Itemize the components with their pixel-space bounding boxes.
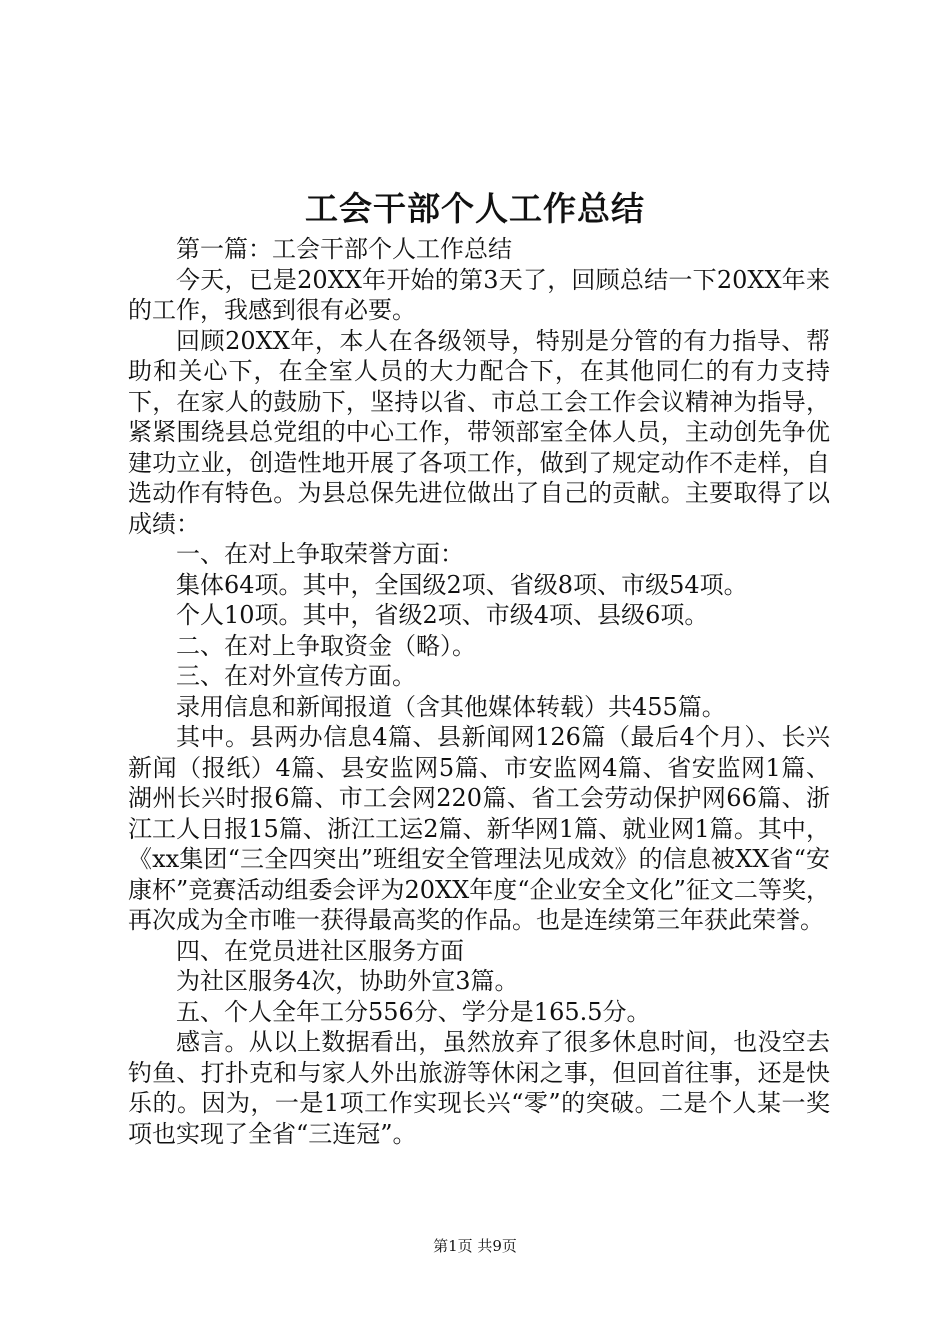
- paragraph-section-heading: 第一篇：工会干部个人工作总结: [176, 235, 512, 263]
- paragraph-heading: 一、在对上争取荣誉方面：: [176, 540, 464, 568]
- paragraph: 感言。从以上数据看出，虽然放弃了很多休息时间，也没空去钓鱼、打扑克和与家人外出旅游等休闲之事，但回首往事，还是快乐的。因为，一是1项工作实现长兴“零”的突破。二是个人某一奖项也实现了全省“三连冠”。: [128, 1028, 830, 1148]
- paragraph-heading: 二、在对上争取资金（略）。: [176, 631, 476, 660]
- document-body: [128, 234, 830, 1149]
- paragraph-heading: 三、在对外宣传方面。: [176, 662, 416, 690]
- page-number-footer: 第1页 共9页: [433, 1237, 517, 1255]
- paragraph: 个人10项。其中，省级2项、市级4项、县级6项。: [176, 601, 709, 629]
- paragraph: 今天，已是20XX年开始的第3天了，回顾总结一下20XX年来的工作，我感到很有必要。: [128, 265, 830, 324]
- paragraph: 集体64项。其中，全国级2项、省级8项、市级54项。: [176, 570, 748, 599]
- paragraph: 录用信息和新闻报道（含其他媒体转载）共455篇。: [176, 692, 726, 721]
- paragraph: 其中。县两办信息4篇、县新闻网126篇（最后4个月）、长兴新闻（报纸）4篇、县安监网5篇、市安监网4篇、省安监网1篇、湖州长兴时报6篇、市工会网220篇、省工会劳动保护网66篇、浙江工人日报15篇、浙江工运2篇、新华网1篇、就业网1篇。其中，《xx集团“三全四突出”班组安全管理法见成效》的信息被XX省“安康杯”竞赛活动组委会评为20XX年度“企业安全文化”征文二等奖，再次成为全市唯一获得最高奖的作品。也是连续第三年获此荣誉。: [128, 723, 830, 934]
- paragraph: 为社区服务4次，协助外宣3篇。: [176, 967, 519, 995]
- document-title: 工会干部个人工作总结: [305, 189, 645, 228]
- paragraph: 回顾20XX年，本人在各级领导，特别是分管的有力指导、帮助和关心下，在全室人员的大力配合下，在其他同仁的有力支持下，在家人的鼓励下，坚持以省、市总工会工作会议精神为指导，紧紧围绕县总党组的中心工作，带领部室全体人员，主动创先争优建功立业，创造性地开展了各项工作，做到了规定动作不走样，自选动作有特色。为县总保先进位做出了自己的贡献。主要取得了以成绩：: [128, 326, 830, 538]
- paragraph-heading: 四、在党员进社区服务方面: [176, 936, 464, 965]
- paragraph: 五、个人全年工分556分、学分是165.5分。: [176, 997, 651, 1026]
